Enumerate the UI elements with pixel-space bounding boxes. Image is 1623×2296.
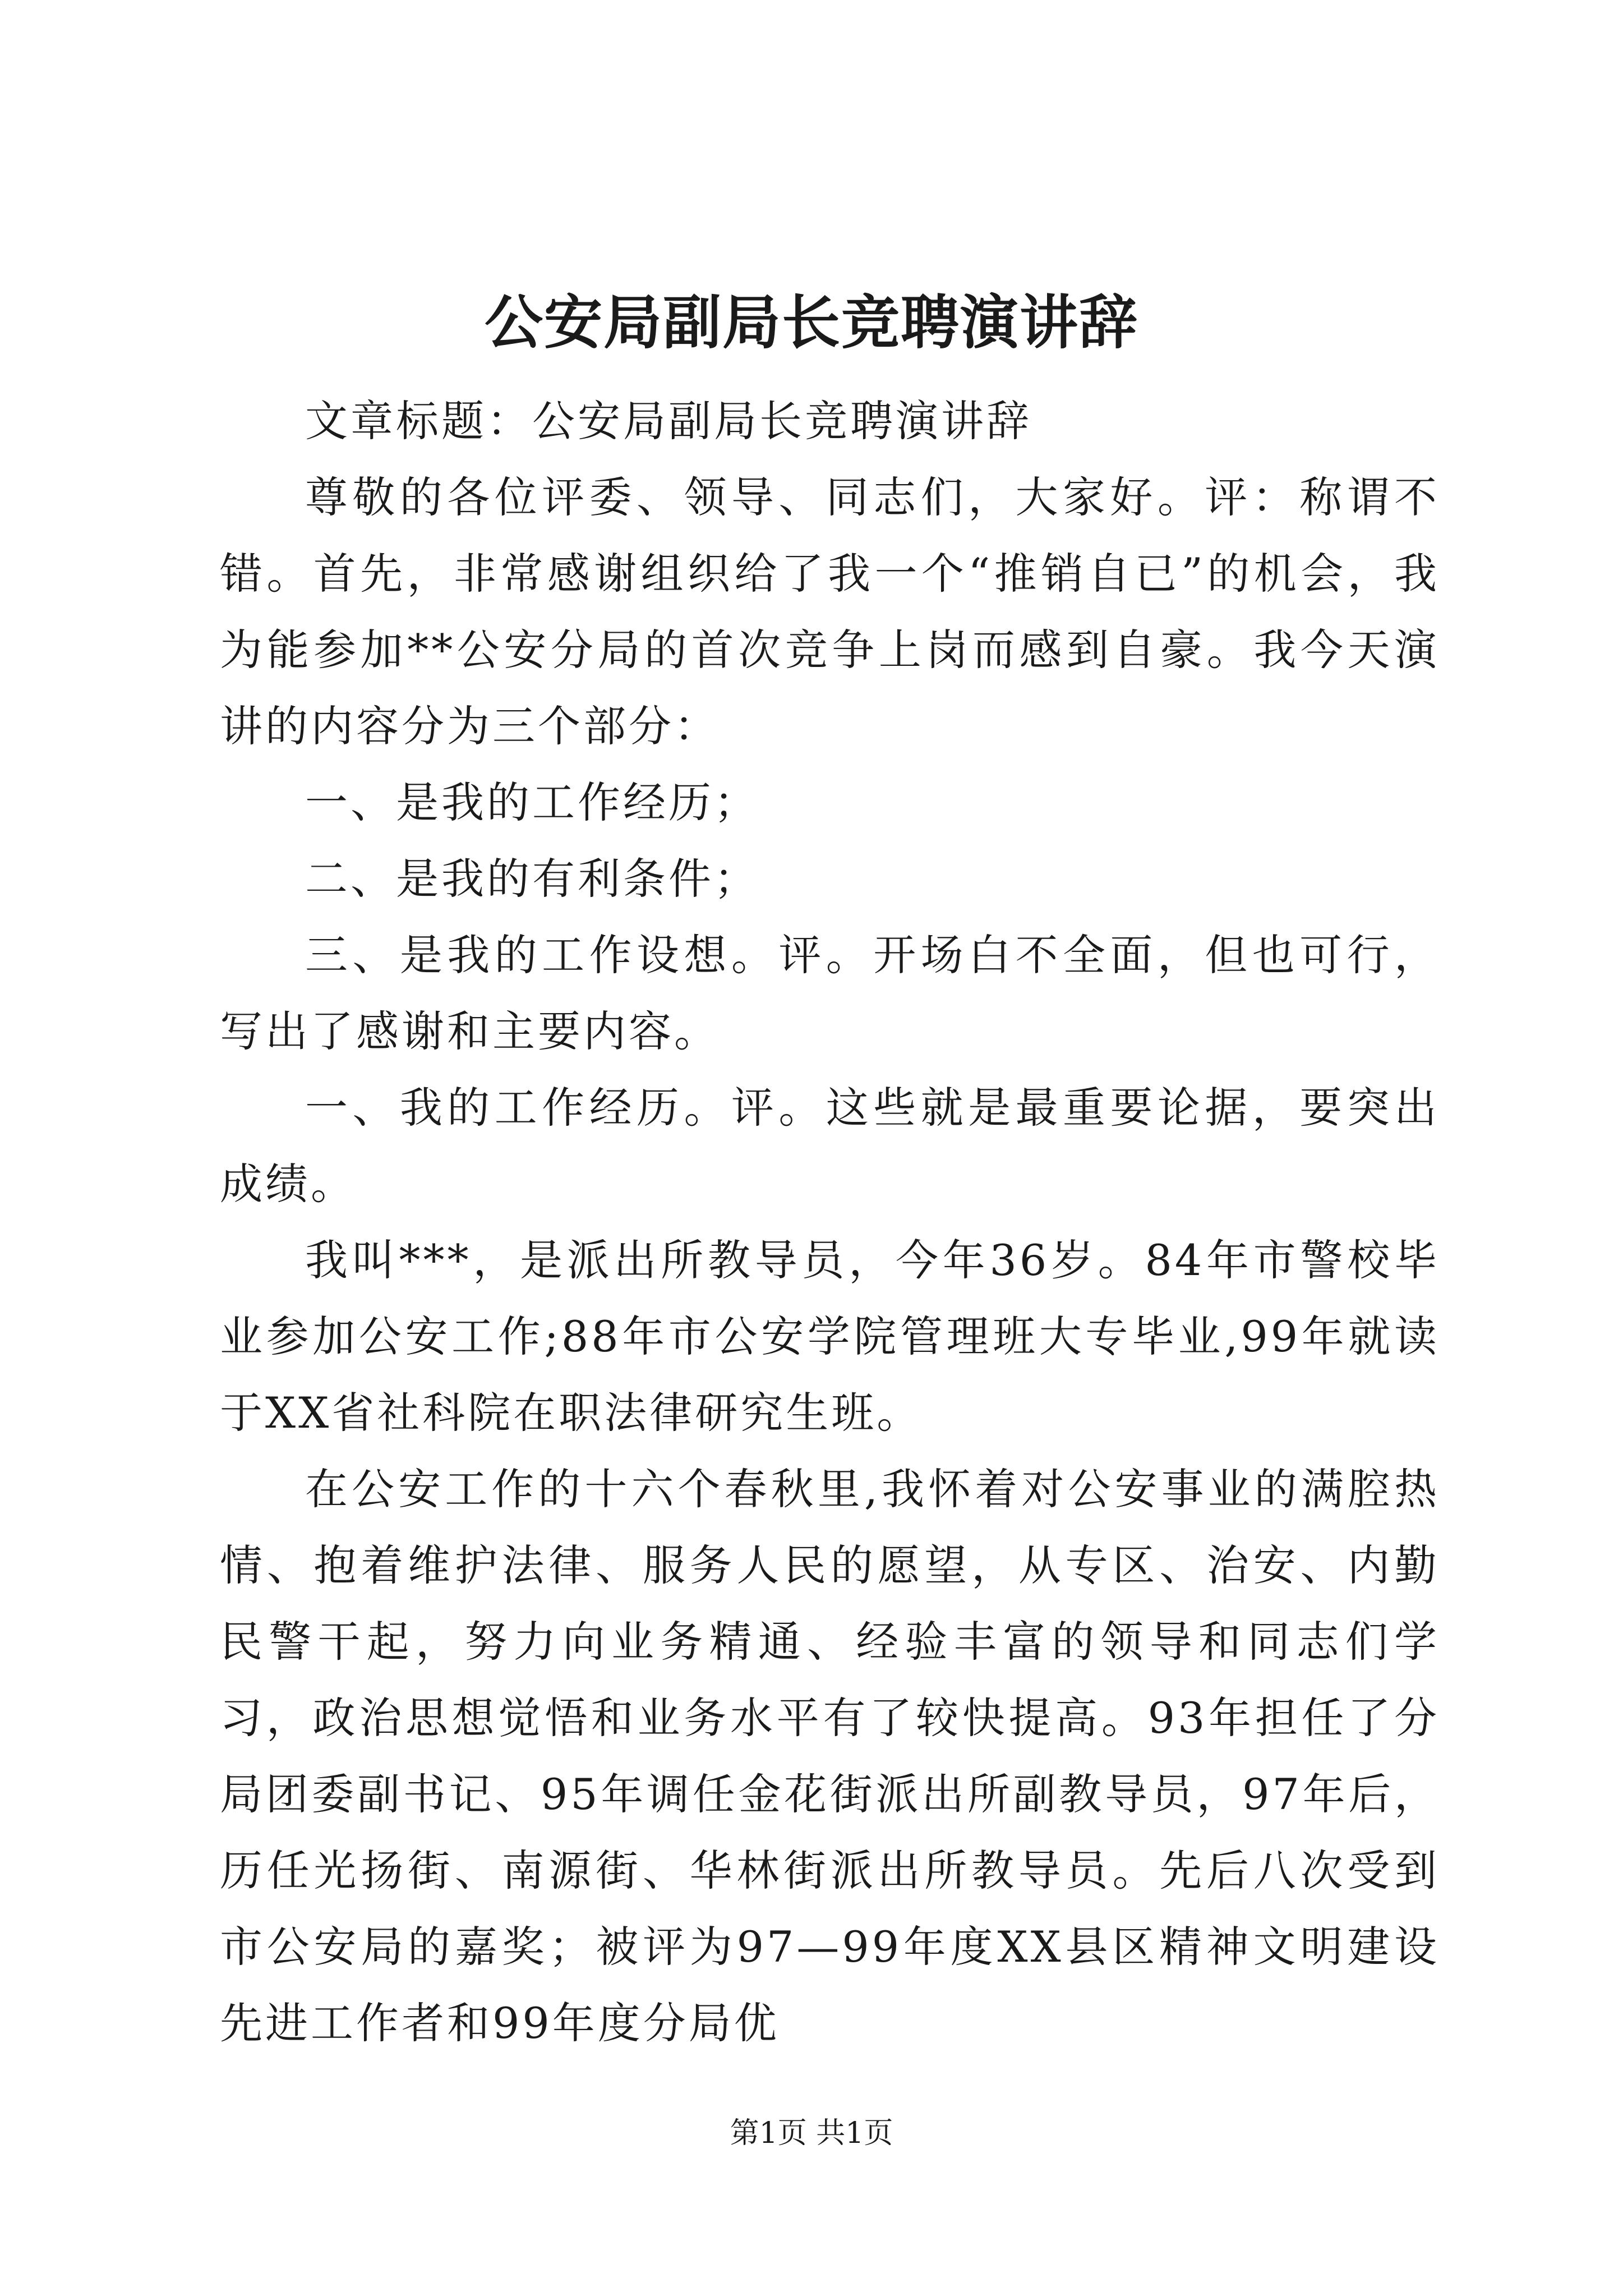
paragraph-outline-one: 一、是我的工作经历； — [305, 777, 759, 827]
paragraph-section-heading: 一、我的工作经历。评。这些就是最重要论据，要突出成绩。 — [220, 1083, 1440, 1209]
paragraph-article-heading: 文章标题：公安局副局长竞聘演讲辞 — [305, 396, 1032, 446]
paragraph-outline-two: 二、是我的有利条件； — [305, 854, 759, 904]
paragraph-greeting: 尊敬的各位评委、领导、同志们，大家好。评：称谓不错。首先，非常感谢组织给了我一个“推销自已”的机会，我为能参加**公安分局的首次竞争上岗而感到自豪。我今天演讲的内容分为三个部分： — [220, 472, 1440, 751]
page-footer: 第1页 共1页 — [730, 2116, 893, 2150]
document-body — [220, 383, 1440, 2062]
paragraph-experience: 在公安工作的十六个春秋里,我怀着对公安事业的满腔热情、抱着维护法律、服务人民的愿望，从专区、治安、内勤民警干起，努力向业务精通、经验丰富的领导和同志们学习，政治思想觉悟和业务水平有了较快提高。93年担任了分局团委副书记、95年调任金花街派出所副教导员，97年后，历任光扬街、南源街、华林街派出所教导员。先后八次受到市公安局的嘉奖；被评为97—99年度XX县区精神文明建设先进工作者和99年度分局优 — [220, 1464, 1440, 2048]
paragraph-outline-three: 三、是我的工作设想。评。开场白不全面，但也可行，写出了感谢和主要内容。 — [220, 930, 1440, 1056]
paragraph-introduction: 我叫***，是派出所教导员，今年36岁。84年市警校毕业参加公安工作;88年市公安学院管理班大专毕业,99年就读于XX省社科院在职法律研究生班。 — [220, 1235, 1440, 1438]
page-title: 公安局副局长竞聘演讲辞 — [484, 288, 1138, 357]
